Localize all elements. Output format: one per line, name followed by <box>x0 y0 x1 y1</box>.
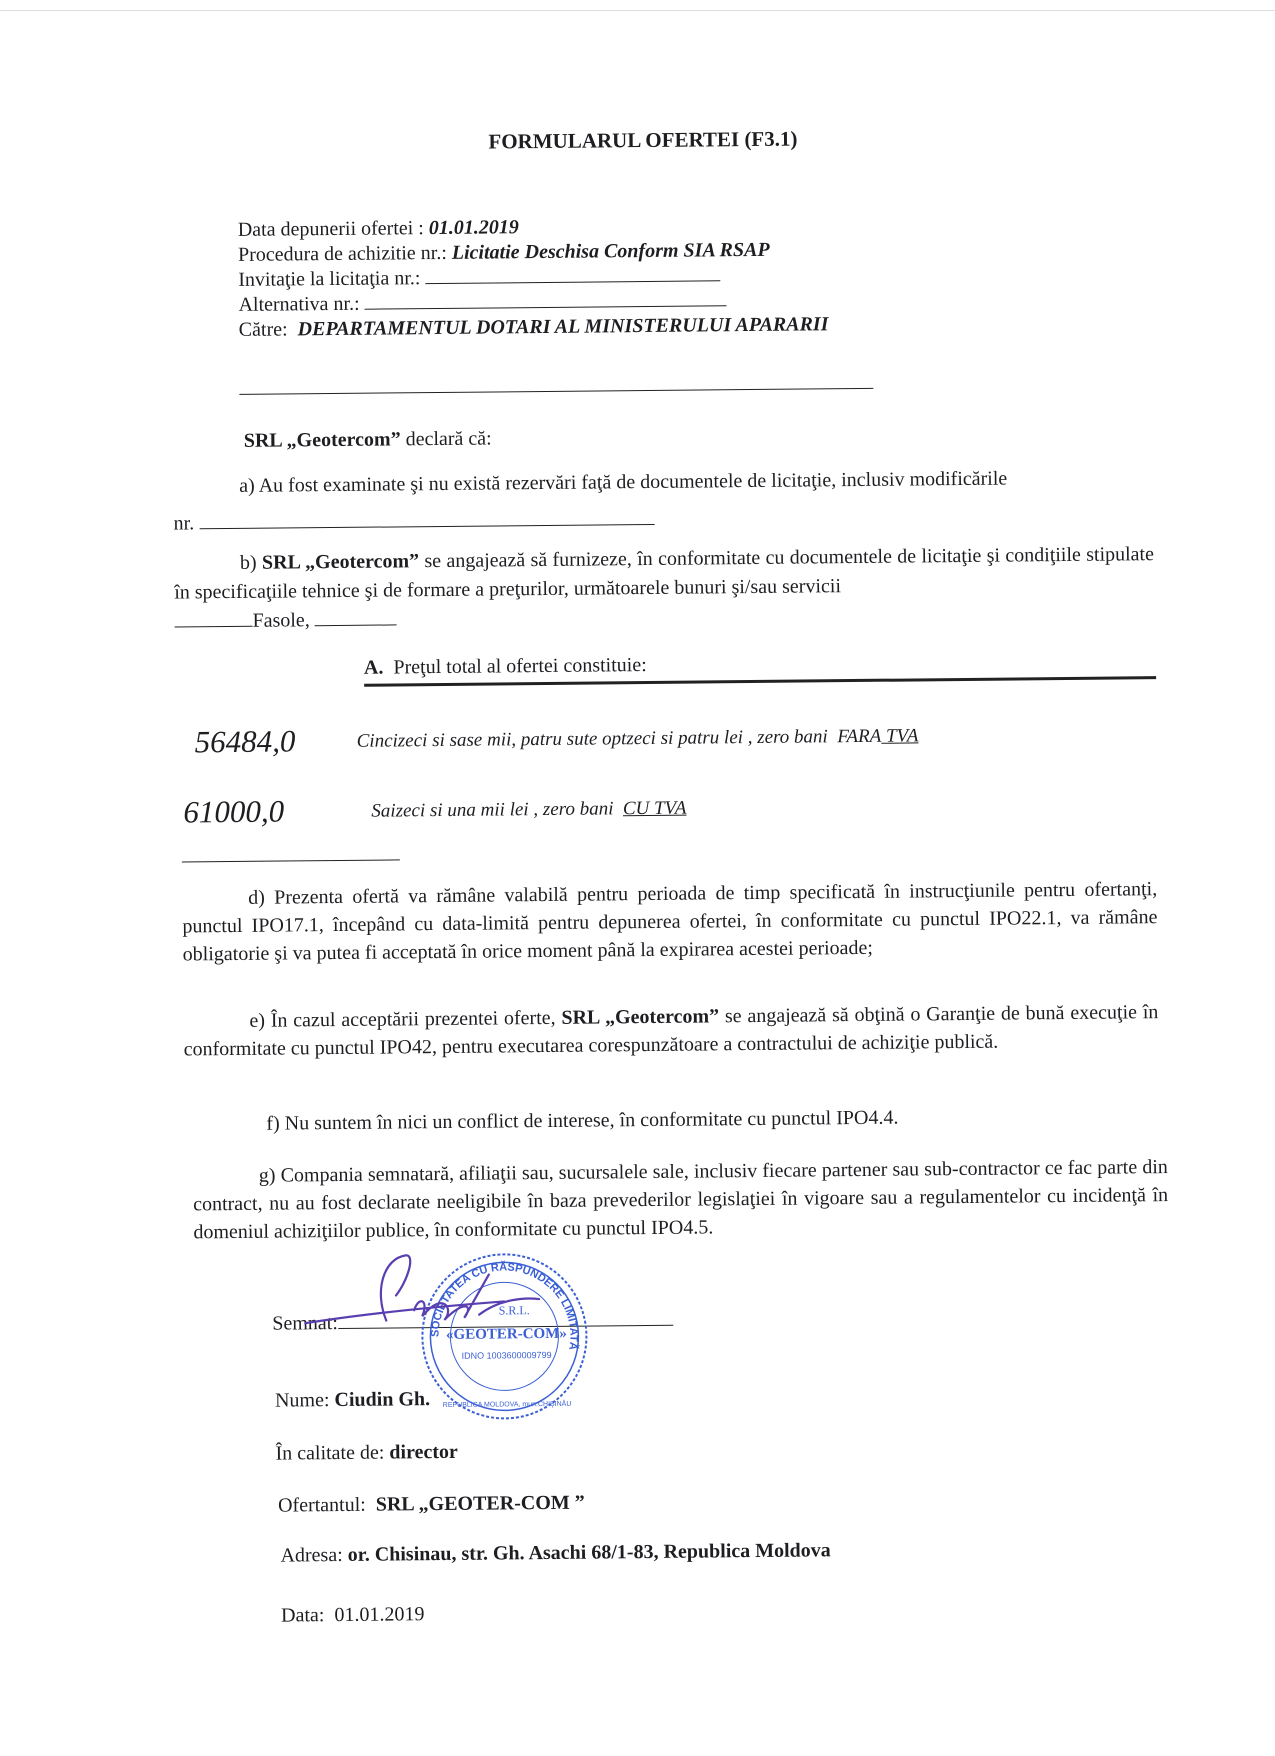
label: Ofertantul: <box>277 1493 366 1517</box>
tax-label: TVA <box>885 725 919 747</box>
stamp-idno: IDNO 1003600009799 <box>461 1349 552 1361</box>
goods: Fasole, <box>252 609 310 632</box>
submission-date: 01.01.2019 <box>428 216 519 240</box>
price-row-without-vat <box>194 723 919 760</box>
submission-date-line <box>238 215 519 243</box>
clause-g <box>193 1153 1169 1246</box>
clause-f: f) Nu suntem în nici un conflict de interese, în conformitate cu punctul IPO4.4. <box>266 1106 899 1135</box>
company-name: SRL „Geotercom” <box>243 428 401 452</box>
bidder-name: SRL „GEOTER-COM ” <box>375 1491 585 1516</box>
label: Alternativa nr.: <box>238 292 360 316</box>
signer-role: director <box>389 1440 458 1464</box>
price-heading <box>364 653 647 681</box>
tax-label: CU TVA <box>622 797 687 820</box>
clause-d <box>182 875 1158 968</box>
label: Semnat: <box>272 1312 338 1335</box>
label: Preţul total al ofertei constituie: <box>393 654 647 679</box>
label: b) <box>239 551 257 574</box>
label: e) În cazul acceptării prezentei oferte, <box>249 1006 556 1032</box>
price-end-rule <box>182 859 400 862</box>
bidder-line <box>278 1491 585 1519</box>
amount-words: Saizeci si una mii lei , zero bani <box>371 798 614 822</box>
blank <box>175 626 253 628</box>
clause-a <box>173 463 1153 501</box>
address-line <box>280 1538 830 1568</box>
tax-prefix: FARA <box>837 725 882 748</box>
handwritten-signature <box>304 1249 545 1341</box>
recipient-line <box>239 312 829 343</box>
clause-a-text: a) Au fost examinate şi nu există rezervări faţă de documentele de licitaţie, inclusiv modificările <box>239 467 1008 497</box>
amount-words: Cincizeci si sase mii, patru sute optzeci si patru lei , zero bani <box>356 726 828 752</box>
clause-d-text: d) Prezenta ofertă va rămâne valabilă pentru perioada de timp specificată în instrucţiunile pentru ofertanţi, punctul IPO17.1, începând cu data-limită pentru depunerea ofertei, în conformitate cu punctul IPO22.1, va rămâne obligatorie şi va putea fi acceptată în orice moment până la expirarea acestei perioade; <box>182 878 1158 966</box>
label: A. <box>363 656 384 679</box>
company-name: SRL „Geotercom” <box>561 1005 720 1029</box>
label: Procedura de achizitie nr.: <box>237 241 447 266</box>
clause-e-text: se angajează să obţină o Garanţie de bună execuţie în conformitate cu punctul IPO42, pentru executarea corespunzătoare a contractului de achiziţie publică. <box>183 1001 1159 1061</box>
label: Către: <box>238 318 288 341</box>
amount-words-row <box>371 798 686 823</box>
clause-b <box>174 540 1155 636</box>
label: Invitaţie la licitaţia nr.: <box>238 267 421 291</box>
label: nr. <box>173 512 195 535</box>
label: Nume: <box>274 1389 330 1412</box>
recipient-value: DEPARTAMENTUL DOTARI AL MINISTERULUI APARARII <box>297 313 829 341</box>
label: În calitate de: <box>275 1441 385 1465</box>
stamp-name: «GEOTER-COM» <box>445 1325 567 1343</box>
signature-date: 01.01.2019 <box>334 1603 425 1627</box>
declaration-intro <box>244 427 492 454</box>
stamp-location: REPUBLICA MOLDOVA, mun.CHIŞINĂU <box>442 1400 572 1410</box>
label: Data depunerii ofertei : <box>237 217 424 241</box>
amount: 61000,0 <box>183 793 285 830</box>
clause-a-nr <box>173 507 654 537</box>
amount-words-row <box>357 725 919 752</box>
amount: 56484,0 <box>194 723 296 760</box>
alternative-blank <box>365 305 727 309</box>
document-title: FORMULARUL OFERTEI (F3.1) <box>488 126 798 154</box>
procedure-value: Licitatie Deschisa Conform SIA RSAP <box>451 238 770 264</box>
clause-e <box>183 998 1158 1063</box>
nr-blank <box>199 524 654 529</box>
bidder-address: or. Chisinau, str. Gh. Asachi 68/1-83, Republica Moldova <box>347 1539 831 1566</box>
invitation-blank <box>425 280 720 284</box>
company-name: SRL „Geotercom” <box>261 550 420 574</box>
label: Adresa: <box>280 1543 343 1567</box>
clause-b-text: se angajează să furnizeze, în conformitate cu documentele de licitaţie şi condiţiile stipulate în specificaţiile tehnice şi de formare a preţurilor, următoarele bunuri şi/sau servicii <box>174 543 1155 604</box>
stamp-type: S.R.L. <box>498 1303 530 1318</box>
separator-line <box>239 388 873 395</box>
role-line <box>275 1440 458 1467</box>
stamp-outer-text: SOCIETATEA CU RĂSPUNDERE LIMITATĂ <box>429 1261 580 1351</box>
price-row-with-vat <box>183 793 687 831</box>
label: declară că: <box>405 427 492 451</box>
clause-g-text: g) Compania semnatară, afiliaţii sau, sucursalele sale, inclusiv fiecare partener sau sub-contractor ce fac parte din contract, nu au fost declarate neeligibile în baza prevederilor legislaţiei în vigoare sau a regulamentelor cu incidenţă în domeniul achiziţiilor publice, în conformitate cu punctul IPO4.5. <box>193 1156 1169 1244</box>
label: Data: <box>280 1604 325 1627</box>
name-line <box>275 1387 430 1413</box>
blank <box>315 624 397 626</box>
date-line <box>281 1602 425 1628</box>
signer-name: Ciudin Gh. <box>334 1388 431 1412</box>
